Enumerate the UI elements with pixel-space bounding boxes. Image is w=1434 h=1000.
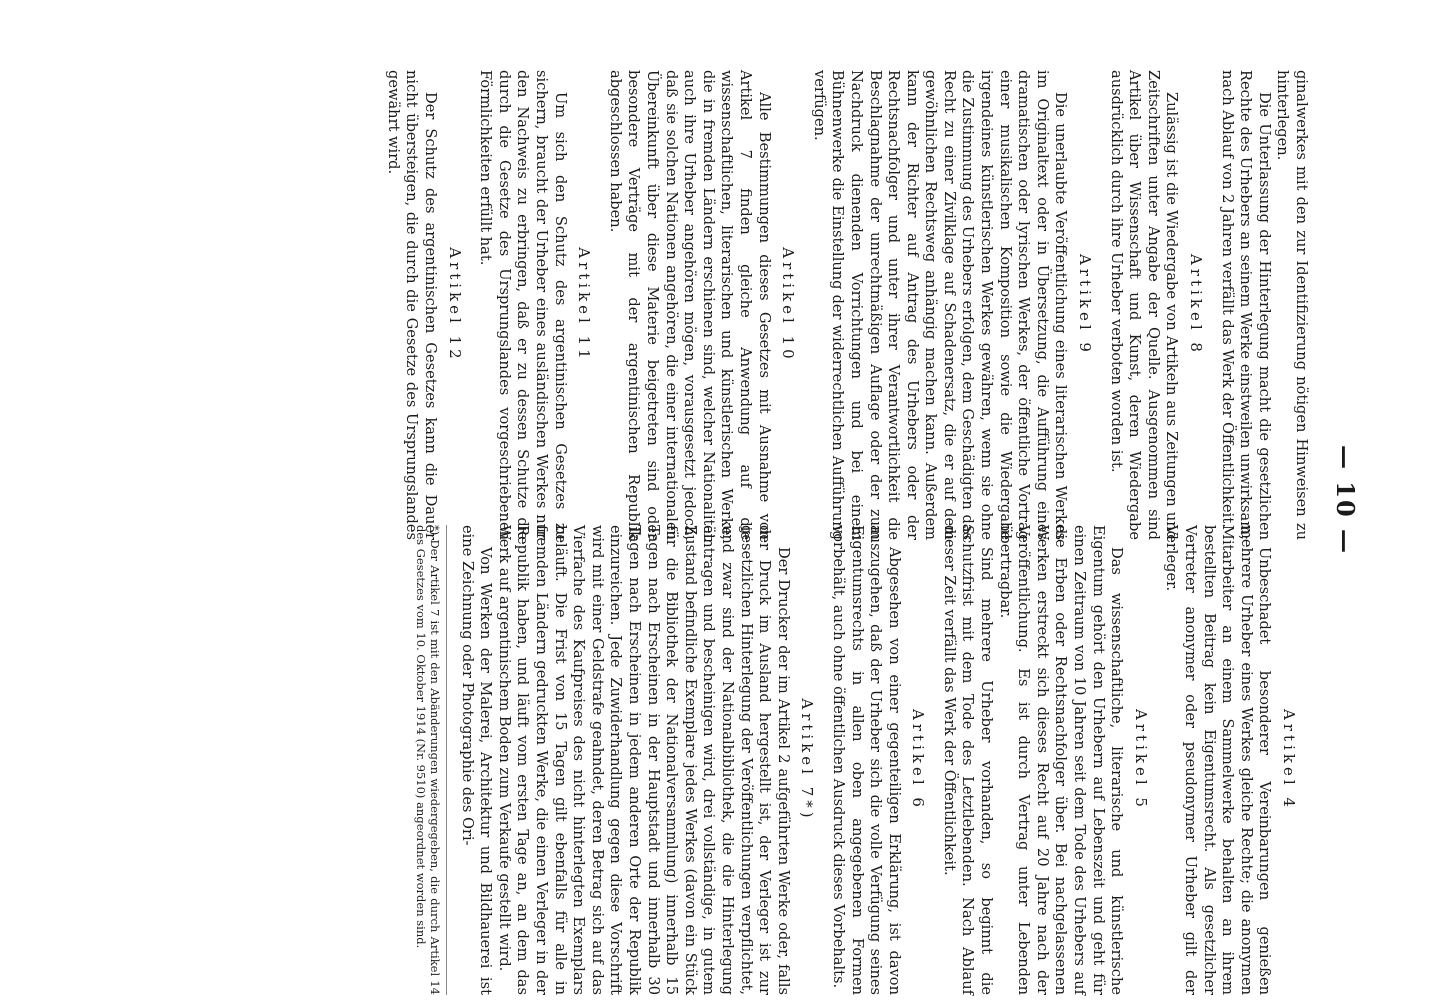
paragraph: Sind mehrere Urheber vorhanden, so beginnt die Schutzfrist mit dem Tode des Letztlebenden. Nach Ablauf dieser Zeit verfällt das Werk der Öffentlichkeit.: [940, 525, 996, 995]
paragraph: Die Unterlassung der Hinterlegung macht die gesetzlichen Rechte des Urhebers an seinem Werke einstweilen unwirksam; nach Ablauf von 2 Jahren verfällt das Werk der Öffentlichkeit.: [1218, 70, 1273, 540]
article-heading: Artikel 9: [1076, 254, 1095, 356]
article-heading: Artikel 7*): [798, 698, 817, 822]
paragraph: Der Schutz des argentinischen Gesetzes kann die Dauer nicht übersteigen, die durch die Gesetze des Ursprungslandes gewährt wird.: [384, 70, 440, 540]
footnote: *) Der Artikel 7 ist mit den Abänderungen wiedergegeben, die durch Artikel 14 des Gesetzes vom 10. Oktober 1914 (Nr. 9510) angeordnet worden sind.: [414, 525, 447, 995]
article-heading: Artikel 12: [445, 247, 464, 363]
page-number: — 10 —: [1331, 444, 1360, 556]
paragraph: Um sich den Schutz des argentinischen Gesetzes zu sichern, braucht der Urheber eines ausländischen Werkes nur den Nachweis zu erbringen, daß er zu dessen Schutze die durch die Gesetze des Ursprungslandes vorgeschriebenen Förmlichkeiten erfüllt hat.: [477, 70, 569, 540]
paragraph: Unbeschadet besonderer Vereinbarungen genießen mehrere Urheber eines Werkes gleiche Rechte; die anonymen Mitarbeiter an einem Sammelwerke behalten an ihrem bestellten Beitrag kein Eigentumsrecht. Als gesetzlicher Vertreter anonymer oder pseudonymer Urheber gilt der Verleger.: [1163, 525, 1274, 995]
paragraph: Von Werken der Malerei, Architektur und Bildhauerei ist eine Zeichnung oder Photographie des Ori-: [458, 525, 495, 995]
paragraph: Abgesehen von einer gegenteiligen Erklärung, ist davon auszugehen, daß der Urheber sich die volle Verfügung seines Eigentumsrechts in allen oben angegebenen Formen vorbehält, auch ohne öffentlichen Ausdruck dieses Vorbehalts.: [829, 525, 903, 995]
paragraph: Alle Bestimmungen dieses Gesetzes mit Ausnahme von Artikel 7 finden gleiche Anwendung auf die wissenschaftlichen, literarischen und künstlerischen Werke, die in fremden Ländern erschienen sind, welcher Nationalität auch ihre Urheber angehören mögen, vorausgesetzt jedoch, daß sie solchen Nationen angehören, die einer internationalen Übereinkunft über diese Materie beigetreten sind oder besondere Verträge mit der argentinischen Republik abgeschlossen haben.: [606, 70, 773, 540]
paragraph: Zulässig ist die Wiedergabe von Artikeln aus Zeitungen und Zeitschriften unter Angabe der Quelle. Ausgenommen sind Artikel über Wissenschaft und Kunst, deren Wiedergabe ausdrücklich durch ihre Urheber verboten worden ist.: [1107, 70, 1181, 540]
article-heading: Artikel 4: [1280, 709, 1298, 811]
article-heading: Artikel 8: [1187, 254, 1206, 356]
article-heading: Artikel 5: [1131, 709, 1150, 811]
article-heading: Artikel 6: [909, 709, 928, 811]
paragraph: Die unerlaubte Veröffentlichung eines literarischen Werkes im Originaltext oder in Übersetzung, die Aufführung eines dramatischen oder lyrischen Werkes, der öffentliche Vortrag einer musikalischen Komposition sowie die Wiedergabe irgendeines künstlerischen Werkes gewähren, wenn sie ohne die Zustimmung des Urhebers erfolgen, dem Geschädigten das Recht zu einer Zivilklage auf Schadenersatz, die er auf dem gewöhnlichen Rechtsweg anhängig machen kann. Außerdem kann der Richter auf Antrag des Urhebers oder der Rechtsnachfolger und unter ihrer Verantwortlichkeit die Beschlagnahme der unrechtmäßigen Auflage oder der zum Nachdruck dienenden Vorrichtungen und bei einem Bühnenwerke die Einstellung der widerrechtlichen Aufführung verfügen.: [810, 70, 1070, 540]
paragraph: ginalwerkes mit den zur Identifizierung nötigen Hinweisen zu hinterlegen.: [1274, 70, 1310, 540]
right-column: [414, 525, 1310, 995]
paragraph: Der Drucker der im Artikel 2 aufgeführten Werke oder, falls der Druck im Ausland hergestellt ist, der Verleger ist zur gesetzlichen Hinterlegung der Veröffentlichungen verpflichtet, und zwar sind der Nationalbibliothek, die die Hinterlegung eintragen und bescheinigen wird, drei vollständige, in gutem Zustand befindliche Exemplare jedes Werkes (davon ein Stück für die Bibliothek der Nationalversammlung) innerhalb 15 Tagen nach Erscheinen in der Hauptstadt und innerhalb 30 Tagen nach Erscheinen in jedem anderen Orte der Republik einzureichen. Jede Zuwiderhandlung gegen diese Vorschrift wird mit einer Geldstrafe geahndet, deren Betrag sich auf das Vierfache des Kaufpreises des nicht hinterlegten Exemplars beläuft. Die Frist von 15 Tagen gilt ebenfalls für alle in fremden Ländern gedruckten Werke, die einen Verleger in der Republik haben, und läuft vom ersten Tage an, an dem das Werk auf argentinischem Boden zum Verkaufe gestellt wird.: [495, 525, 792, 995]
article-heading: Artikel 11: [575, 247, 594, 363]
left-column: [383, 70, 1310, 540]
paragraph: Das wissenschaftliche, literarische und künstlerische Eigentum gehört den Urhebern auf Lebenszeit und geht für einen Zeitraum von 10 Jahren seit dem Tode des Urhebers auf die Erben oder Rechtsnachfolger über. Bei nachgelassenen Werken erstreckt sich dieses Recht auf 20 Jahre nach der Veröffentlichung. Es ist durch Vertrag unter Lebenden übertragbar.: [996, 525, 1126, 995]
article-heading: Artikel 10: [779, 247, 798, 363]
